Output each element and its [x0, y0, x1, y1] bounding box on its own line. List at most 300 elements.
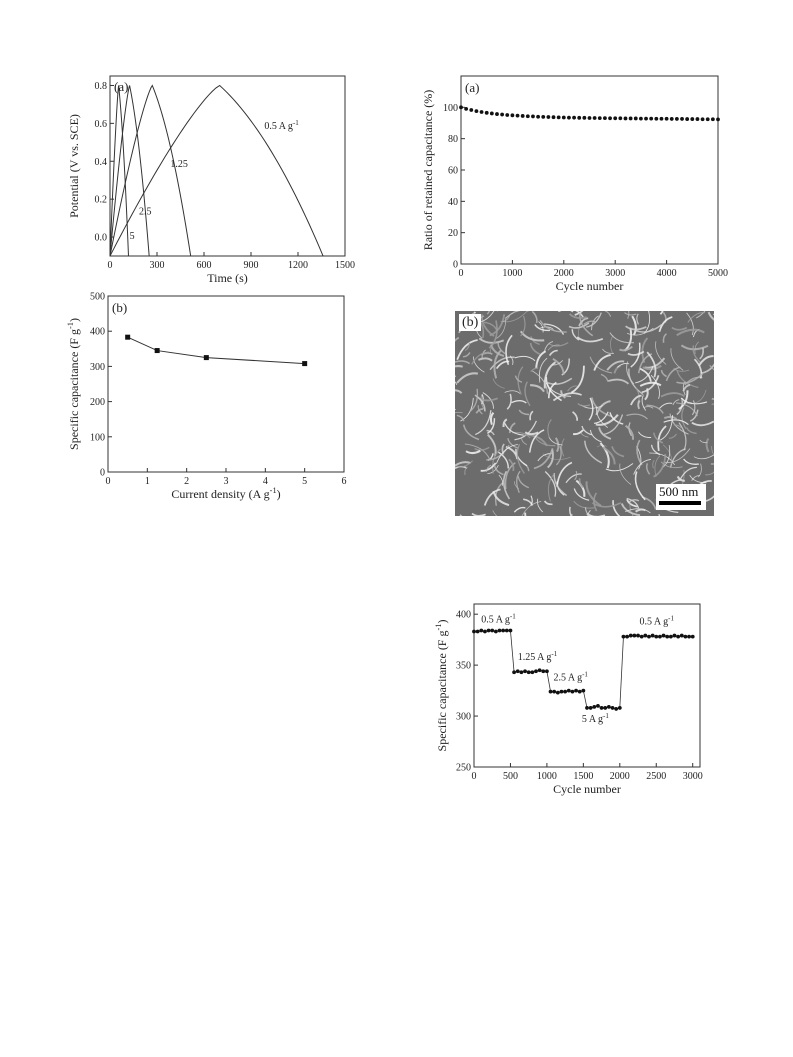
data-point — [662, 634, 666, 638]
data-point — [527, 670, 531, 674]
y-tick-label: 300 — [456, 711, 471, 723]
nanosheet-flake — [577, 337, 603, 341]
data-point — [574, 689, 578, 693]
x-tick-label: 1500 — [335, 260, 355, 271]
data-point — [618, 116, 622, 120]
nanosheet-flake — [531, 368, 538, 372]
nanosheet-flake — [515, 421, 537, 440]
data-point — [485, 111, 489, 115]
nanosheet-flake — [488, 435, 496, 456]
nanosheet-flake — [647, 463, 650, 474]
y-tick-label: 0.2 — [94, 194, 107, 206]
nanosheet-flake — [677, 374, 703, 384]
nanosheet-flake — [573, 412, 578, 421]
nanosheet-flake — [530, 411, 533, 420]
annotation-5: 5 — [129, 230, 135, 242]
nanosheet-flake — [663, 334, 666, 343]
data-point — [578, 690, 582, 694]
nanosheet-flake — [518, 476, 529, 488]
y-tick-label: 0.6 — [94, 118, 107, 130]
nanosheet-flake — [537, 499, 542, 512]
x-tick-label: 6 — [341, 476, 347, 487]
data-point — [567, 689, 571, 693]
nanosheet-flake — [692, 400, 695, 414]
nanosheet-flake — [687, 428, 697, 434]
nanosheet-flake — [625, 313, 637, 315]
plot-frame — [461, 76, 718, 264]
data-point — [607, 705, 611, 709]
y-tick-label: 60 — [448, 165, 458, 177]
nanosheet-flake — [507, 394, 511, 409]
data-point — [582, 116, 586, 120]
x-axis-label: Cycle number — [553, 782, 621, 796]
nanosheet-flake — [571, 366, 584, 393]
nanosheet-flake — [637, 314, 639, 325]
x-tick-label: 2000 — [553, 268, 574, 279]
data-point — [516, 669, 520, 673]
nanosheet-flake — [562, 439, 565, 457]
data-point — [538, 668, 542, 672]
nanosheet-flake — [613, 500, 623, 516]
x-tick-label: 0 — [471, 771, 477, 782]
y-tick-label: 350 — [456, 660, 471, 672]
nanosheet-flake — [631, 396, 642, 405]
nanosheet-flake — [505, 423, 524, 435]
nanosheet-flake — [659, 514, 673, 516]
data-point — [680, 634, 684, 638]
nanosheet-flake — [525, 432, 538, 434]
nanosheet-flake — [455, 409, 456, 424]
nanosheet-flake — [466, 451, 480, 453]
y-tick-label: 0 — [100, 467, 105, 479]
data-point — [567, 116, 571, 120]
nanosheet-flake — [653, 460, 655, 468]
nanosheet-flake — [664, 417, 676, 419]
data-point — [716, 117, 720, 121]
x-tick-label: 4000 — [656, 268, 677, 279]
data-point — [654, 635, 658, 639]
nanosheet-flake — [545, 501, 553, 504]
data-point — [600, 706, 604, 710]
nanosheet-flake — [629, 369, 643, 395]
y-tick-label: 500 — [90, 291, 105, 303]
data-point — [675, 117, 679, 121]
data-point — [596, 704, 600, 708]
nanosheet-flake — [644, 311, 649, 333]
retention-chart — [418, 68, 728, 298]
data-point — [483, 630, 487, 634]
nanosheet-flake — [549, 343, 568, 346]
data-point — [459, 105, 463, 109]
data-point — [680, 117, 684, 121]
gcd-curve — [110, 85, 191, 256]
data-point — [572, 116, 576, 120]
nanosheet-flake — [455, 390, 462, 393]
data-point — [155, 348, 160, 353]
nanosheet-flake — [464, 425, 479, 440]
nanosheet-flake — [478, 358, 492, 360]
data-point — [665, 635, 669, 639]
nanosheet-flake — [493, 379, 505, 389]
nanosheet-flake — [512, 401, 527, 403]
nanosheet-flake — [632, 316, 636, 335]
y-tick-label: 0.8 — [94, 80, 107, 92]
data-point — [649, 117, 653, 121]
nanosheet-flake — [550, 351, 558, 356]
y-tick-label: 100 — [443, 102, 458, 114]
nanosheet-flake — [707, 439, 709, 452]
rate-annotation: 2.5 A $g^{-1}$ — [553, 670, 588, 684]
data-point — [701, 117, 705, 121]
nanosheet-flake — [493, 510, 516, 516]
nanosheet-flake — [695, 390, 707, 403]
nanosheet-flake — [557, 463, 572, 487]
x-tick-label: 2500 — [646, 771, 667, 782]
nanosheet-flake — [640, 369, 651, 382]
nanosheet-flake — [705, 469, 714, 475]
nanosheet-flake — [517, 444, 524, 473]
data-point — [505, 113, 509, 117]
data-point — [611, 706, 615, 710]
data-point — [644, 117, 648, 121]
data-point — [511, 113, 515, 117]
nanosheet-flake — [517, 471, 520, 493]
data-point — [589, 706, 593, 710]
data-point — [690, 117, 694, 121]
capacitance-line — [128, 337, 305, 363]
data-point — [476, 630, 480, 634]
data-point — [614, 707, 618, 711]
data-point — [562, 116, 566, 120]
data-point — [475, 109, 479, 113]
nanosheet-flake — [485, 489, 501, 505]
x-axis-label: Current density (A $g^{-1}$) — [171, 486, 281, 501]
scale-bar — [659, 501, 701, 505]
x-tick-label: 3 — [223, 476, 229, 487]
x-tick-label: 5000 — [708, 268, 728, 279]
nanosheet-flake — [548, 474, 554, 502]
data-point — [571, 690, 575, 694]
nanosheet-flake — [684, 459, 699, 464]
y-tick-label: 0.0 — [94, 232, 107, 244]
x-tick-label: 4 — [262, 476, 268, 487]
data-point — [536, 115, 540, 119]
y-axis-label: Specific capacitance (F $g^{-1}$) — [434, 619, 449, 752]
x-tick-label: 900 — [243, 260, 259, 271]
x-tick-label: 0 — [105, 476, 111, 487]
data-point — [639, 117, 643, 121]
data-point — [647, 635, 651, 639]
y-tick-label: 400 — [456, 609, 471, 621]
panel-label: (a) — [114, 79, 129, 94]
nanosheet-flake — [673, 400, 679, 405]
nanosheet-flake — [626, 414, 647, 419]
data-point — [593, 116, 597, 120]
nanosheet-flake — [638, 432, 651, 438]
nanosheet-flake — [532, 311, 537, 323]
gcd-chart — [60, 68, 360, 288]
data-point — [545, 669, 549, 673]
nanosheet-flake — [457, 340, 477, 360]
annotation-1.25: 1.25 — [170, 158, 188, 170]
nanosheet-flake — [608, 380, 628, 384]
data-point — [624, 117, 628, 121]
data-point — [629, 117, 633, 121]
nanosheet-flake — [677, 330, 705, 335]
x-tick-label: 1200 — [288, 260, 308, 271]
data-point — [464, 107, 468, 111]
nanosheet-flake — [659, 403, 672, 408]
x-tick-label: 1000 — [502, 268, 523, 279]
data-point — [588, 116, 592, 120]
x-tick-label: 600 — [196, 260, 212, 271]
nanosheet-flake — [515, 356, 535, 360]
x-axis-label: Cycle number — [555, 279, 624, 293]
data-point — [670, 117, 674, 121]
data-point — [500, 113, 504, 117]
data-point — [696, 117, 700, 121]
scale-bar-box — [656, 484, 706, 510]
nanosheet-flake — [712, 392, 714, 399]
nanosheet-flake — [553, 393, 581, 400]
data-point — [519, 670, 523, 674]
data-point — [523, 669, 527, 673]
data-point — [552, 690, 556, 694]
nanosheet-flake — [712, 390, 714, 405]
data-point — [629, 634, 633, 638]
annotation-0.5: 0.5 A $g^{-1}$ — [264, 119, 299, 133]
nanosheet-flake — [672, 328, 687, 330]
nanosheet-flake — [455, 338, 459, 355]
nanosheet-flake — [455, 366, 463, 374]
sem-image — [455, 311, 714, 516]
y-tick-label: 0 — [453, 259, 458, 271]
nanosheet-flake — [664, 420, 689, 425]
nanosheet-flake — [610, 335, 613, 353]
y-tick-label: 0.4 — [94, 156, 107, 168]
nanosheet-flake — [628, 352, 644, 355]
nanosheet-flake — [578, 404, 590, 406]
nanosheet-flake — [682, 408, 686, 429]
data-point — [658, 635, 662, 639]
data-point — [531, 115, 535, 119]
nanosheet-flake — [600, 443, 608, 468]
nanosheet-flake — [548, 420, 552, 439]
y-tick-label: 20 — [448, 228, 458, 240]
nanosheet-flake — [546, 378, 572, 384]
nanosheet-flake — [580, 478, 584, 487]
data-point — [505, 629, 509, 633]
data-point — [560, 690, 564, 694]
y-axis-label: Specific capacitance (F $g^{-1}$) — [66, 318, 81, 450]
data-point — [302, 361, 307, 366]
data-point — [603, 116, 607, 120]
data-point — [581, 689, 585, 693]
rate-annotation: 0.5 A $g^{-1}$ — [481, 612, 516, 626]
data-point — [487, 629, 491, 633]
data-point — [687, 635, 691, 639]
y-tick-label: 300 — [90, 361, 105, 373]
nanosheet-flake — [475, 447, 490, 450]
y-tick-label: 100 — [90, 432, 105, 444]
y-axis-label: Ratio of retained capacitance (%) — [421, 89, 435, 251]
x-tick-label: 2000 — [609, 771, 630, 782]
annotation-2.5: 2.5 — [138, 206, 152, 218]
nanosheet-flake — [671, 348, 683, 370]
data-point — [509, 629, 513, 633]
panel-label: (a) — [465, 80, 480, 95]
gcd-chart-panel — [60, 68, 360, 288]
nanosheet-flake — [602, 311, 611, 317]
nanosheet-flake — [457, 415, 464, 421]
nanosheet-flake — [505, 391, 520, 394]
x-tick-label: 2 — [184, 476, 190, 487]
x-tick-label: 500 — [502, 771, 518, 782]
y-tick-label: 40 — [448, 196, 458, 208]
nanosheet-flake — [472, 514, 486, 516]
data-point — [634, 117, 638, 121]
nanosheet-flake — [638, 401, 639, 409]
nanosheet-flake — [479, 338, 503, 342]
rate-annotation: 5 A $g^{-1}$ — [581, 712, 609, 726]
rate-annotation: 1.25 A $g^{-1}$ — [517, 650, 558, 664]
nanosheet-flake — [463, 353, 470, 357]
data-point — [691, 635, 695, 639]
panel-label: (b) — [112, 300, 128, 315]
nanosheet-flake — [531, 343, 540, 354]
nanosheet-flake — [487, 311, 489, 314]
nanosheet-flake — [612, 446, 624, 456]
nanosheet-flake — [643, 407, 653, 409]
nanosheet-flake — [544, 324, 563, 335]
data-point — [512, 670, 516, 674]
x-tick-label: 0 — [458, 268, 464, 279]
nanosheet-flake — [514, 508, 525, 512]
data-point — [546, 115, 550, 119]
nanosheet-flake — [521, 331, 544, 340]
data-point — [640, 635, 644, 639]
nanosheet-flake — [683, 385, 690, 391]
nanosheet-flake — [636, 472, 646, 500]
nanosheet-flake — [455, 361, 470, 364]
data-point — [632, 634, 636, 638]
data-point — [479, 629, 483, 633]
data-point — [625, 635, 629, 639]
retention-chart-panel — [418, 68, 728, 298]
y-axis-label: Potential (V vs. SCE) — [67, 114, 81, 218]
data-point — [608, 116, 612, 120]
data-point — [598, 116, 602, 120]
y-tick-label: 200 — [90, 397, 105, 409]
x-axis-label: Time (s) — [207, 271, 248, 285]
nanosheet-flake — [506, 335, 512, 365]
data-point — [673, 634, 677, 638]
data-point — [685, 117, 689, 121]
x-tick-label: 1500 — [573, 771, 594, 782]
data-point — [557, 115, 561, 119]
data-point — [552, 115, 556, 119]
data-point — [585, 706, 589, 710]
nanosheet-flake — [498, 452, 508, 468]
nanosheet-flake — [457, 373, 478, 383]
data-point — [556, 691, 560, 695]
nanosheet-flake — [687, 313, 694, 335]
data-point — [577, 116, 581, 120]
data-point — [603, 706, 607, 710]
data-point — [125, 335, 130, 340]
nanosheet-flake — [694, 455, 714, 459]
data-point — [669, 635, 673, 639]
nanosheet-flake — [525, 513, 541, 516]
nanosheet-flake — [530, 385, 544, 392]
data-point — [549, 690, 553, 694]
nanosheet-flake — [669, 434, 677, 438]
data-point — [494, 630, 498, 634]
data-point — [530, 670, 534, 674]
x-tick-label: 1 — [144, 476, 150, 487]
data-point — [521, 114, 525, 118]
data-point — [490, 629, 494, 633]
capacitance-vs-current-panel — [60, 288, 360, 510]
nanosheet-flake — [585, 441, 602, 463]
data-point — [495, 112, 499, 116]
nanosheet-flake — [671, 449, 686, 468]
data-point — [526, 114, 530, 118]
data-point — [480, 110, 484, 114]
scale-bar-label: 500 nm — [659, 484, 699, 499]
nanosheet-flake — [558, 311, 573, 312]
rate-capability-chart — [430, 598, 720, 808]
capacitance-vs-current-chart — [60, 288, 360, 510]
y-tick-label: 400 — [90, 326, 105, 338]
nanosheet-flake — [706, 482, 714, 501]
data-point — [618, 706, 622, 710]
data-point — [613, 116, 617, 120]
data-point — [706, 117, 710, 121]
data-point — [498, 629, 502, 633]
data-point — [643, 634, 647, 638]
data-point — [636, 634, 640, 638]
rate-annotation: 0.5 A $g^{-1}$ — [639, 614, 674, 628]
sem-panel-label: (b) — [459, 314, 481, 331]
nanosheet-flake — [660, 415, 672, 440]
nanosheet-flake — [709, 312, 714, 324]
data-point — [541, 669, 545, 673]
x-tick-label: 0 — [107, 260, 113, 271]
data-point — [534, 669, 538, 673]
plot-frame — [108, 296, 344, 472]
x-tick-label: 1000 — [536, 771, 557, 782]
data-point — [469, 108, 473, 112]
data-point — [622, 635, 626, 639]
nanosheet-flake — [572, 514, 585, 516]
nanosheet-flake — [642, 395, 646, 410]
data-point — [660, 117, 664, 121]
nanosheet-flake — [455, 376, 456, 400]
data-point — [654, 117, 658, 121]
nanosheet-flake — [495, 465, 504, 474]
data-point — [592, 705, 596, 709]
plot-frame — [474, 604, 700, 767]
x-tick-label: 5 — [302, 476, 308, 487]
nanosheet-flake — [662, 370, 667, 376]
x-tick-label: 300 — [149, 260, 165, 271]
data-point — [204, 355, 209, 360]
data-point — [684, 635, 688, 639]
x-tick-label: 3000 — [605, 268, 626, 279]
data-point — [541, 115, 545, 119]
data-point — [676, 635, 680, 639]
